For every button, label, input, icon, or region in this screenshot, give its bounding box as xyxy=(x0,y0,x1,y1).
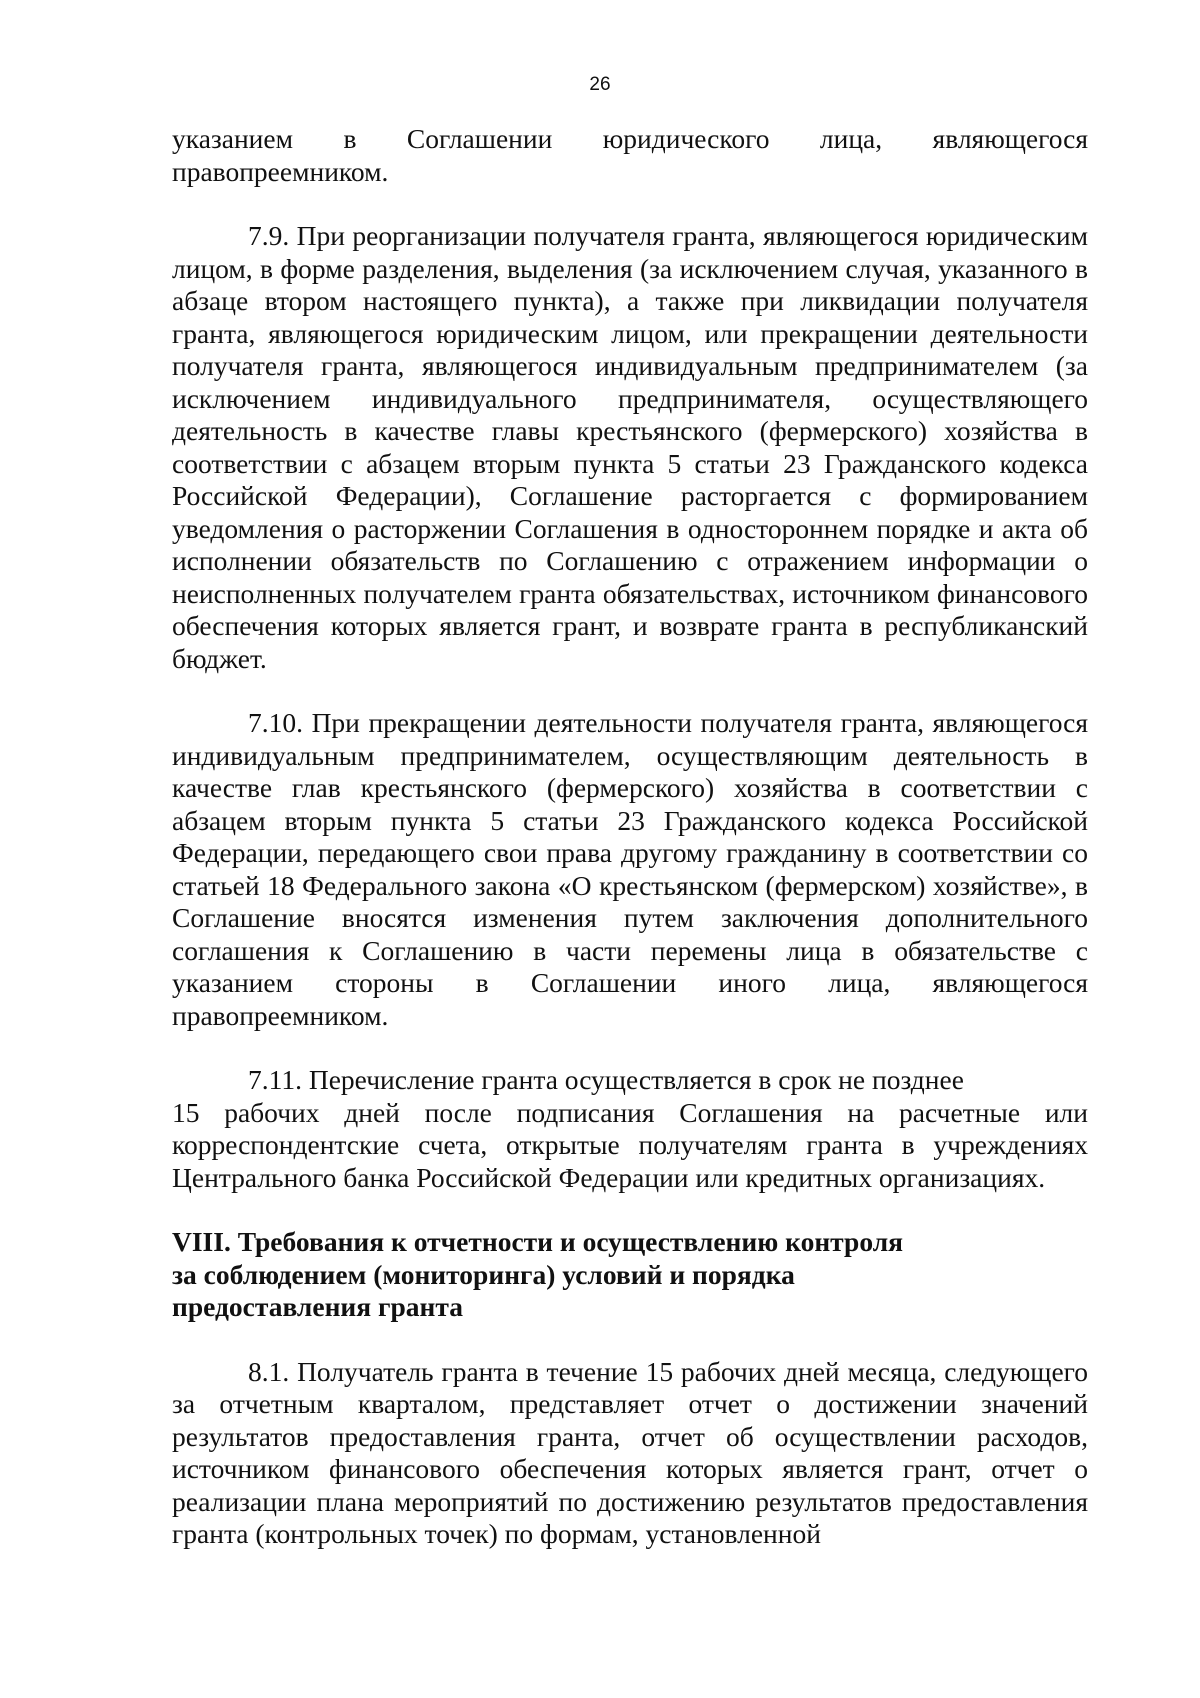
paragraph-spacer xyxy=(172,1324,1088,1356)
paragraph-continuation: указанием в Соглашении юридического лица, являющегося правопреемником. xyxy=(172,123,1088,187)
paragraph-8-1: 8.1. Получатель гранта в течение 15 рабочих дней месяца, следующего за отчетным кварталом, представляет отчет о достижении значений результатов предоставления гранта, отчет об осуществлении расходов, источником финансового обеспечения которых является грант, отчет о реализации плана мероприятий по достижению результатов предоставления гранта (контрольных точек) по формам, установленной xyxy=(172,1355,1088,1549)
paragraph-spacer xyxy=(172,188,1088,220)
paragraph-spacer xyxy=(172,1194,1088,1226)
paragraph-7-9: 7.9. При реорганизации получателя гранта, являющегося юридическим лицом, в форме разделения, выделения (за исключением случая, указанного в абзаце втором настоящего пункта), а также при ликвидации получателя гранта, являющегося юридическим лицом, или прекращении деятельности получателя гранта, являющегося индивидуальным предпринимателем (за исключением индивидуального предпринимателя, осуществляющего деятельность в качестве главы крестьянского (фермерского) хозяйства в соответствии с абзацем вторым пункта 5 статьи 23 Гражданского кодекса Российской Федерации), Соглашение расторгается с формированием уведомления о расторжении Соглашения в одностороннем порядке и акта об исполнении обязательств по Соглашению с отражением информации о неисполненных получателем гранта обязательствах, источником финансового обеспечения которых является грант, и возврате гранта в республиканский бюджет. xyxy=(172,220,1088,674)
section-heading-line-1: VIII. Требования к отчетности и осуществлению контроля xyxy=(172,1226,904,1257)
document-body xyxy=(172,123,1088,1551)
section-heading xyxy=(172,1226,1088,1324)
page-number: 26 xyxy=(589,74,611,95)
paragraph-7-11-first-line: 7.11. Перечисление гранта осуществляется в срок не позднее xyxy=(248,1064,964,1095)
paragraph-7-10: 7.10. При прекращении деятельности получателя гранта, являющегося индивидуальным предпринимателем, осуществляющим деятельность в качестве глав крестьянского (фермерского) хозяйства в соответствии с абзацем вторым пункта 5 статьи 23 Гражданского кодекса Российской Федерации, передающего свои права другому гражданину в соответствии со статьей 18 Федерального закона «О крестьянском (фермерском) хозяйстве», в Соглашение вносятся изменения путем заключения дополнительного соглашения к Соглашению в части перемены лица в обязательстве с указанием стороны в Соглашении иного лица, являющегося правопреемником. xyxy=(172,707,1088,1031)
paragraph-7-11-continuation: 15 рабочих дней после подписания Соглашения на расчетные или корреспондентские счета, открытые получателям гранта в учреждениях Центрального банка Российской Федерации или кредитных организациях. xyxy=(172,1096,1088,1193)
paragraph-spacer xyxy=(172,675,1088,707)
section-heading-line-2: за соблюдением (мониторинга) условий и порядка xyxy=(172,1258,795,1290)
paragraph-spacer xyxy=(172,1032,1088,1064)
section-heading-line-3: предоставления гранта xyxy=(172,1291,463,1322)
